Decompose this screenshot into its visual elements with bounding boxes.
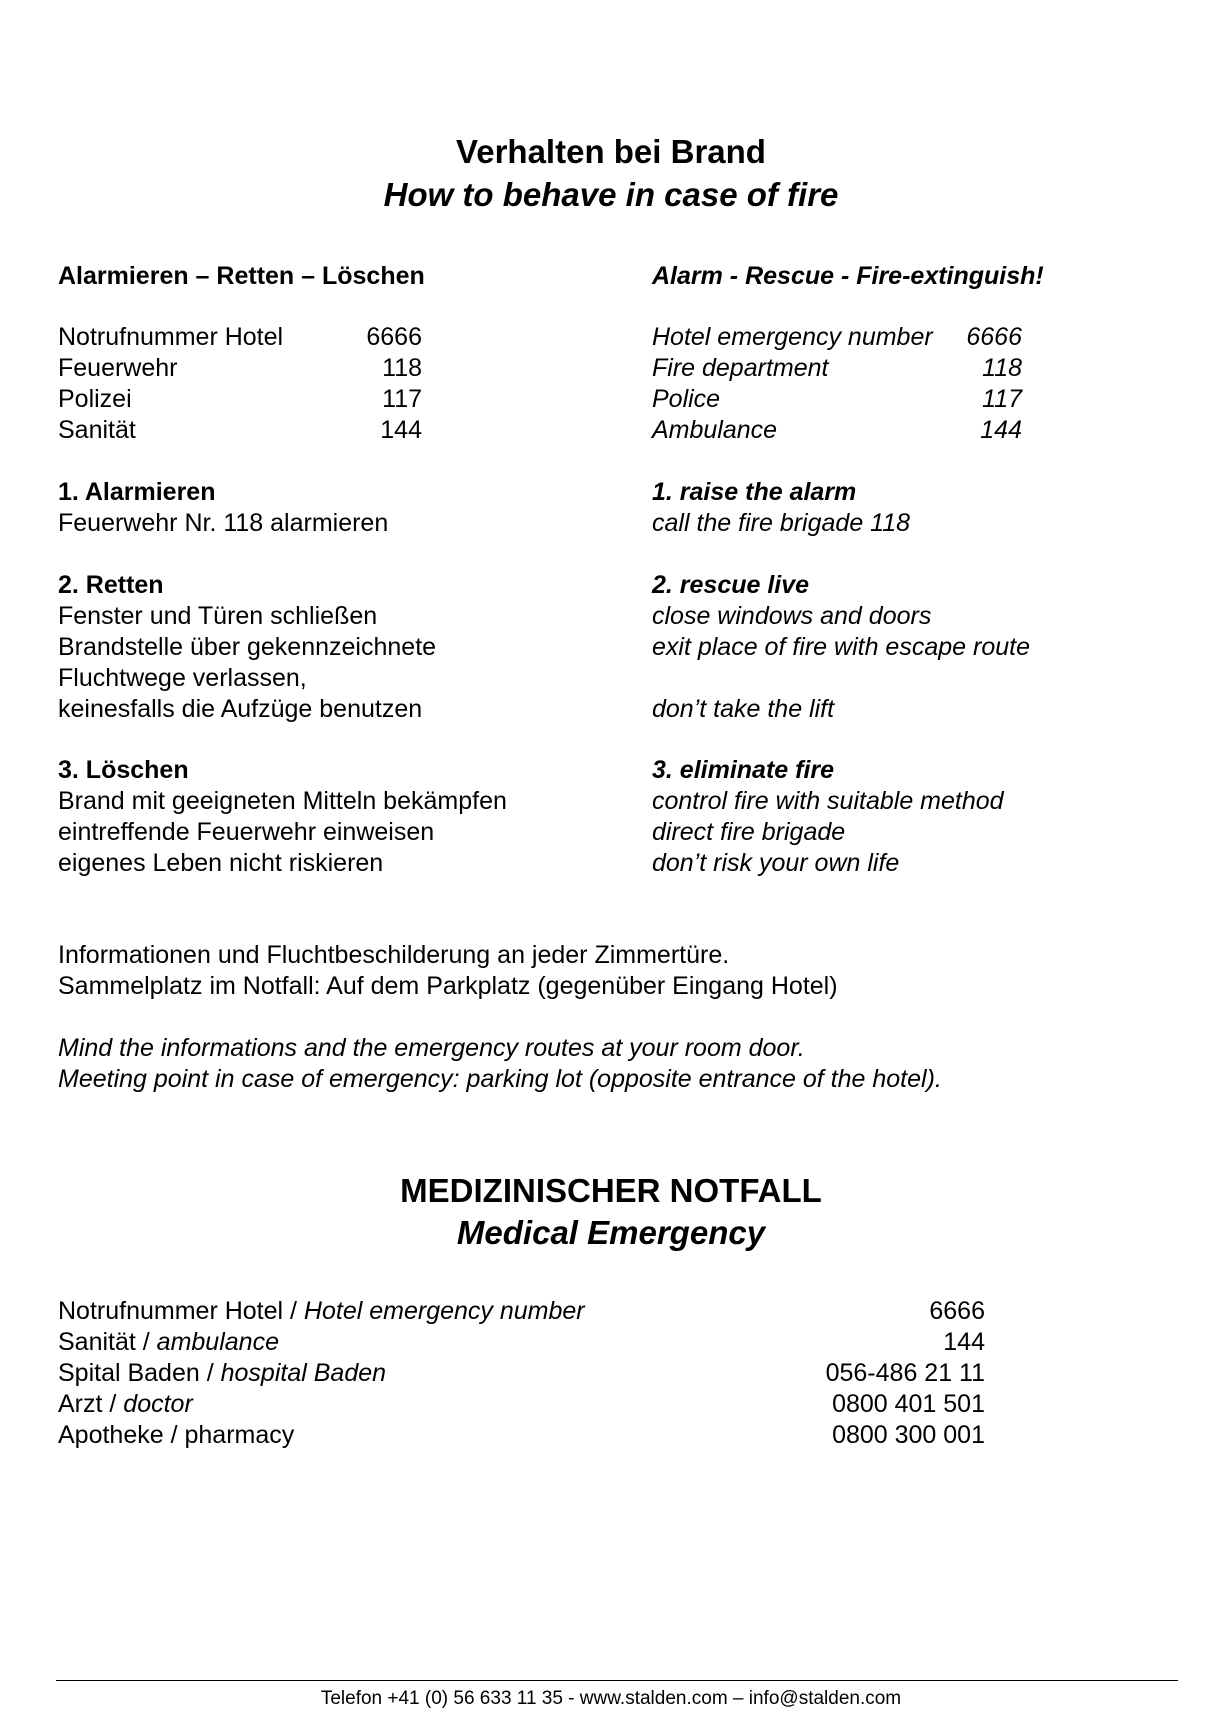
step-title: 2. rescue live <box>652 571 810 599</box>
step-line: eigenes Leben nicht riskieren <box>58 849 384 877</box>
step-line: Feuerwehr Nr. 118 alarmieren <box>58 509 389 537</box>
step2-en <box>652 570 1030 725</box>
step-line: keinesfalls die Aufzüge benutzen <box>58 695 423 723</box>
medical-title-en: Medical Emergency <box>456 1214 766 1251</box>
fire-title-en: How to behave in case of fire <box>383 176 839 213</box>
number-row: Fire department 118 <box>652 354 1022 382</box>
step-line: Fluchtwege verlassen, <box>58 664 307 692</box>
step1-de <box>58 477 388 539</box>
fire-heading-de: Alarmieren – Retten – Löschen <box>58 262 425 290</box>
step-title: 1. raise the alarm <box>652 478 857 506</box>
step-line: close windows and doors <box>652 602 932 630</box>
medical-row: Notrufnummer Hotel / Hotel emergency number 6666 <box>58 1297 985 1325</box>
fire-numbers-de <box>58 322 422 446</box>
medical-title-de: MEDIZINISCHER NOTFALL <box>400 1172 822 1209</box>
fire-title-de: Verhalten bei Brand <box>456 133 766 170</box>
step-line: control fire with suitable method <box>652 787 1004 815</box>
number-row: Hotel emergency number 6666 <box>652 323 1022 351</box>
number-row: Polizei 117 <box>58 385 422 413</box>
step-line: exit place of fire with escape route <box>652 633 1030 661</box>
info-en <box>58 1033 942 1095</box>
step-line <box>652 663 1030 694</box>
step-line: Brand mit geeigneten Mitteln bekämpfen <box>58 787 507 815</box>
step3-de <box>58 755 507 879</box>
medical-numbers <box>58 1296 985 1451</box>
step-title: 1. Alarmieren <box>58 478 216 506</box>
info-line: Informationen und Fluchtbeschilderung an jeder Zimmertüre. <box>58 941 730 969</box>
fire-heading-en: Alarm - Rescue - Fire-extinguish! <box>652 262 1044 290</box>
footer-contact: Telefon +41 (0) 56 633 11 35 - www.stalden.com – info@stalden.com <box>320 1688 902 1709</box>
step-title: 3. eliminate fire <box>652 756 835 784</box>
step-line: direct fire brigade <box>652 818 846 846</box>
step-title: 3. Löschen <box>58 756 189 784</box>
step-title: 2. Retten <box>58 571 164 599</box>
number-row: Ambulance 144 <box>652 416 1022 444</box>
medical-row: Spital Baden / hospital Baden 056-486 21 11 <box>58 1359 985 1387</box>
medical-row: Arzt / doctor 0800 401 501 <box>58 1390 985 1418</box>
info-de <box>58 940 838 1002</box>
number-row: Feuerwehr 118 <box>58 354 422 382</box>
step-line: eintreffende Feuerwehr einweisen <box>58 818 435 846</box>
info-line: Sammelplatz im Notfall: Auf dem Parkplatz (gegenüber Eingang Hotel) <box>58 972 838 1000</box>
number-row: Police 117 <box>652 385 1022 413</box>
step3-en <box>652 755 1004 879</box>
step-line: Brandstelle über gekennzeichnete <box>58 633 437 661</box>
footer-divider <box>56 1680 1178 1681</box>
step-line: Fenster und Türen schließen <box>58 602 378 630</box>
step2-de <box>58 570 436 725</box>
step-line: don’t take the lift <box>652 695 835 723</box>
info-line: Mind the informations and the emergency routes at your room door. <box>58 1034 805 1062</box>
info-line: Meeting point in case of emergency: parking lot (opposite entrance of the hotel). <box>58 1065 942 1093</box>
step1-en <box>652 477 910 539</box>
medical-row: Apotheke / pharmacy 0800 300 001 <box>58 1421 985 1449</box>
number-row: Sanität 144 <box>58 416 422 444</box>
medical-row: Sanität / ambulance 144 <box>58 1328 985 1356</box>
number-row: Notrufnummer Hotel 6666 <box>58 323 422 351</box>
step-line: don’t risk your own life <box>652 849 900 877</box>
step-line: call the fire brigade 118 <box>652 509 911 537</box>
fire-numbers-en <box>652 322 1022 446</box>
